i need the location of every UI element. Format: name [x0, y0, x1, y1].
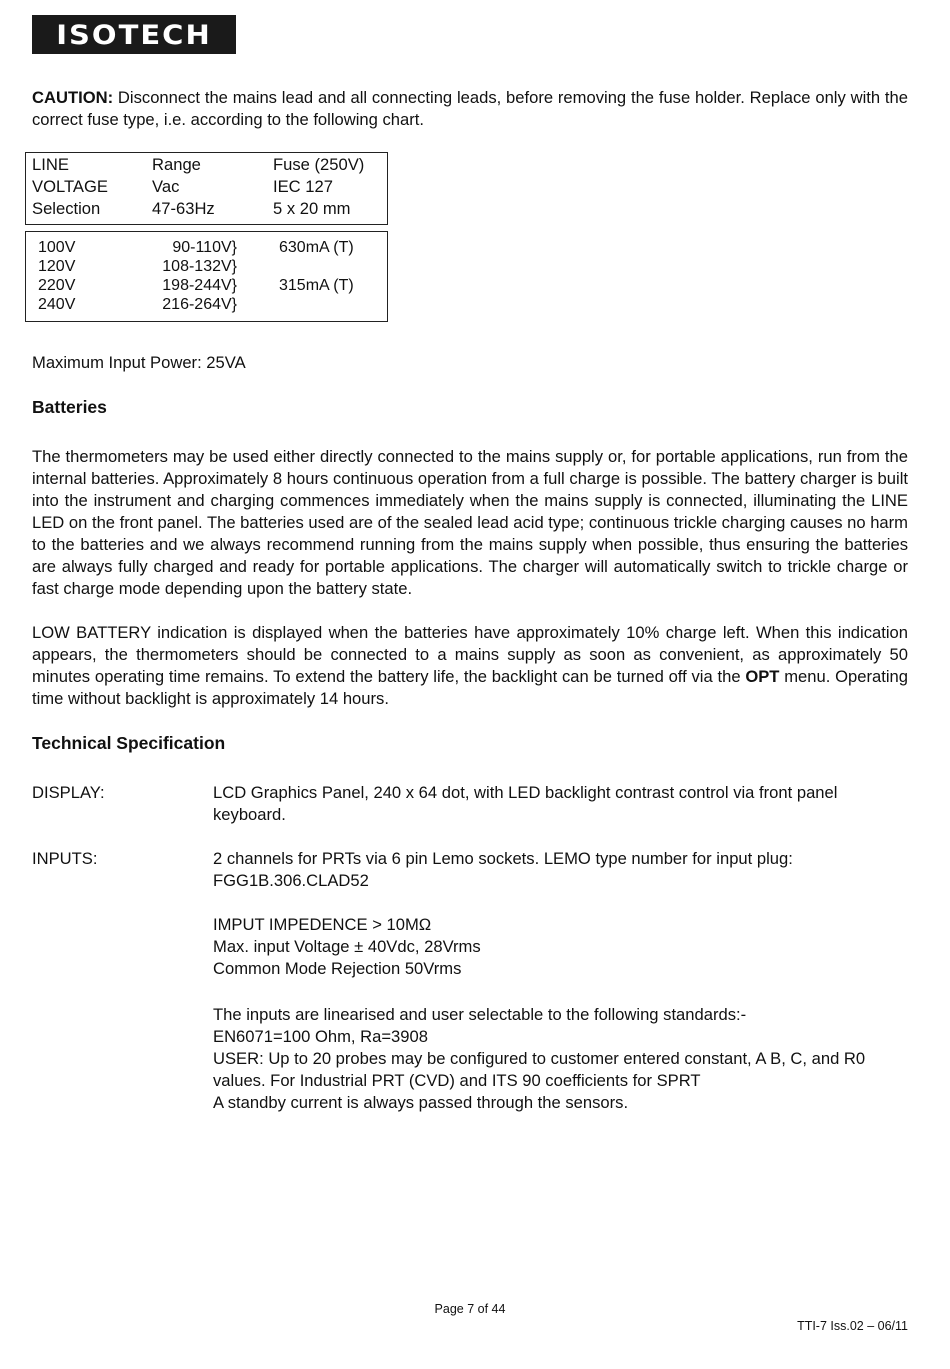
low-battery-paragraph — [32, 622, 908, 710]
caution-label: CAUTION: — [32, 88, 114, 107]
table-row-range: 216-264V} — [162, 296, 237, 313]
table-row-range: 198-244V} — [162, 277, 237, 294]
caution-paragraph — [32, 87, 908, 131]
opt-menu-name: OPT — [745, 667, 780, 686]
document-reference: TTI-7 Iss.02 – 06/11 — [797, 1319, 908, 1333]
linearisation-spec — [213, 1004, 913, 1114]
input-impedance: IMPUT IMPEDENCE > 10MΩ — [213, 915, 432, 934]
techspec-heading: Technical Specification — [32, 733, 226, 753]
header-voltage: VOLTAGE — [32, 177, 108, 196]
lemo-part-number: FGG1B.306.CLAD52 — [213, 871, 369, 890]
standards-intro: The inputs are linearised and user selectable to the following standards:- — [213, 1005, 747, 1024]
header-line: LINE — [32, 155, 69, 174]
table-row-voltage: 220V — [38, 277, 76, 294]
batteries-paragraph: The thermometers may be used either directly connected to the mains supply or, for portable applications, run from the internal batteries. Approximately 8 hours continuous operation from a full charge is possible. The battery charger is built into the instrument and charging commences immediately when the mains supply is connected, illuminating the LINE LED on the front panel. The batteries used are of the sealed lead acid type; continuous trickle charging causes no harm to the batteries and we always recommend running from the mains supply when possible, thus ensuring the batteries are always fully charged and ready for portable applications. The charger will automatically switch to trickle charge or fast charge mode depending upon the battery state. — [32, 447, 909, 598]
table-row-voltage: 240V — [38, 296, 76, 313]
header-iec: IEC 127 — [273, 177, 333, 196]
header-size: 5 x 20 mm — [273, 199, 351, 218]
page-number: Page 7 of 44 — [434, 1302, 506, 1316]
low-battery-text: LOW BATTERY indication is displayed when the batteries have approximately 10% charge left. When this indication appears, the thermometers should be connected to a mains supply as soon as convenient, as approximately 50 minutes operating time remains. To extend the battery life, the backlight can be turned off via the — [32, 623, 908, 686]
standby-current: A standby current is always passed through the sensors. — [213, 1093, 629, 1112]
display-label: DISPLAY: — [32, 783, 105, 802]
max-input-voltage: Max. input Voltage ± 40Vdc, 28Vrms — [213, 937, 481, 956]
common-mode-rejection: Common Mode Rejection 50Vrms — [213, 959, 462, 978]
max-input-power: Maximum Input Power: 25VA — [32, 353, 246, 372]
fuse-table-values — [25, 231, 388, 322]
isotech-logo — [32, 15, 236, 54]
logo-text: ISOTECH — [56, 18, 212, 51]
table-row-range: 90-110V} — [172, 239, 237, 256]
batteries-heading: Batteries — [32, 397, 107, 417]
display-spec: LCD Graphics Panel, 240 x 64 dot, with LED backlight contrast control via front panel keyboard. — [213, 783, 838, 824]
table-row-fuse: 630mA (T) — [279, 239, 354, 256]
table-row-voltage: 120V — [38, 258, 76, 275]
header-vac: Vac — [152, 177, 180, 196]
inputs-label: INPUTS: — [32, 849, 98, 868]
low-battery-text-end: menu. Operating time without backlight is approximately 14 hours. — [32, 667, 908, 708]
header-frequency: 47-63Hz — [152, 199, 215, 218]
en6071-standard: EN6071=100 Ohm, Ra=3908 — [213, 1027, 428, 1046]
caution-text: Disconnect the mains lead and all connecting leads, before removing the fuse holder. Replace only with the correct fuse type, i.e. according to the following chart. — [32, 88, 908, 129]
user-probes: USER: Up to 20 probes may be configured to customer entered constant, A B, C, and R0 values. For Industrial PRT (CVD) and ITS 90 coefficients for SPRT — [213, 1049, 866, 1090]
fuse-table-header — [25, 152, 388, 225]
header-selection: Selection — [32, 199, 101, 218]
input-electrical-spec — [213, 914, 913, 980]
table-row-range: 108-132V} — [162, 258, 237, 275]
header-range: Range — [152, 155, 201, 174]
header-fuse: Fuse (250V) — [273, 155, 365, 174]
table-row-voltage: 100V — [38, 239, 76, 256]
inputs-spec — [213, 848, 913, 892]
table-row-fuse: 315mA (T) — [279, 277, 354, 294]
inputs-line: 2 channels for PRTs via 6 pin Lemo sockets. LEMO type number for input plug: — [213, 849, 793, 868]
